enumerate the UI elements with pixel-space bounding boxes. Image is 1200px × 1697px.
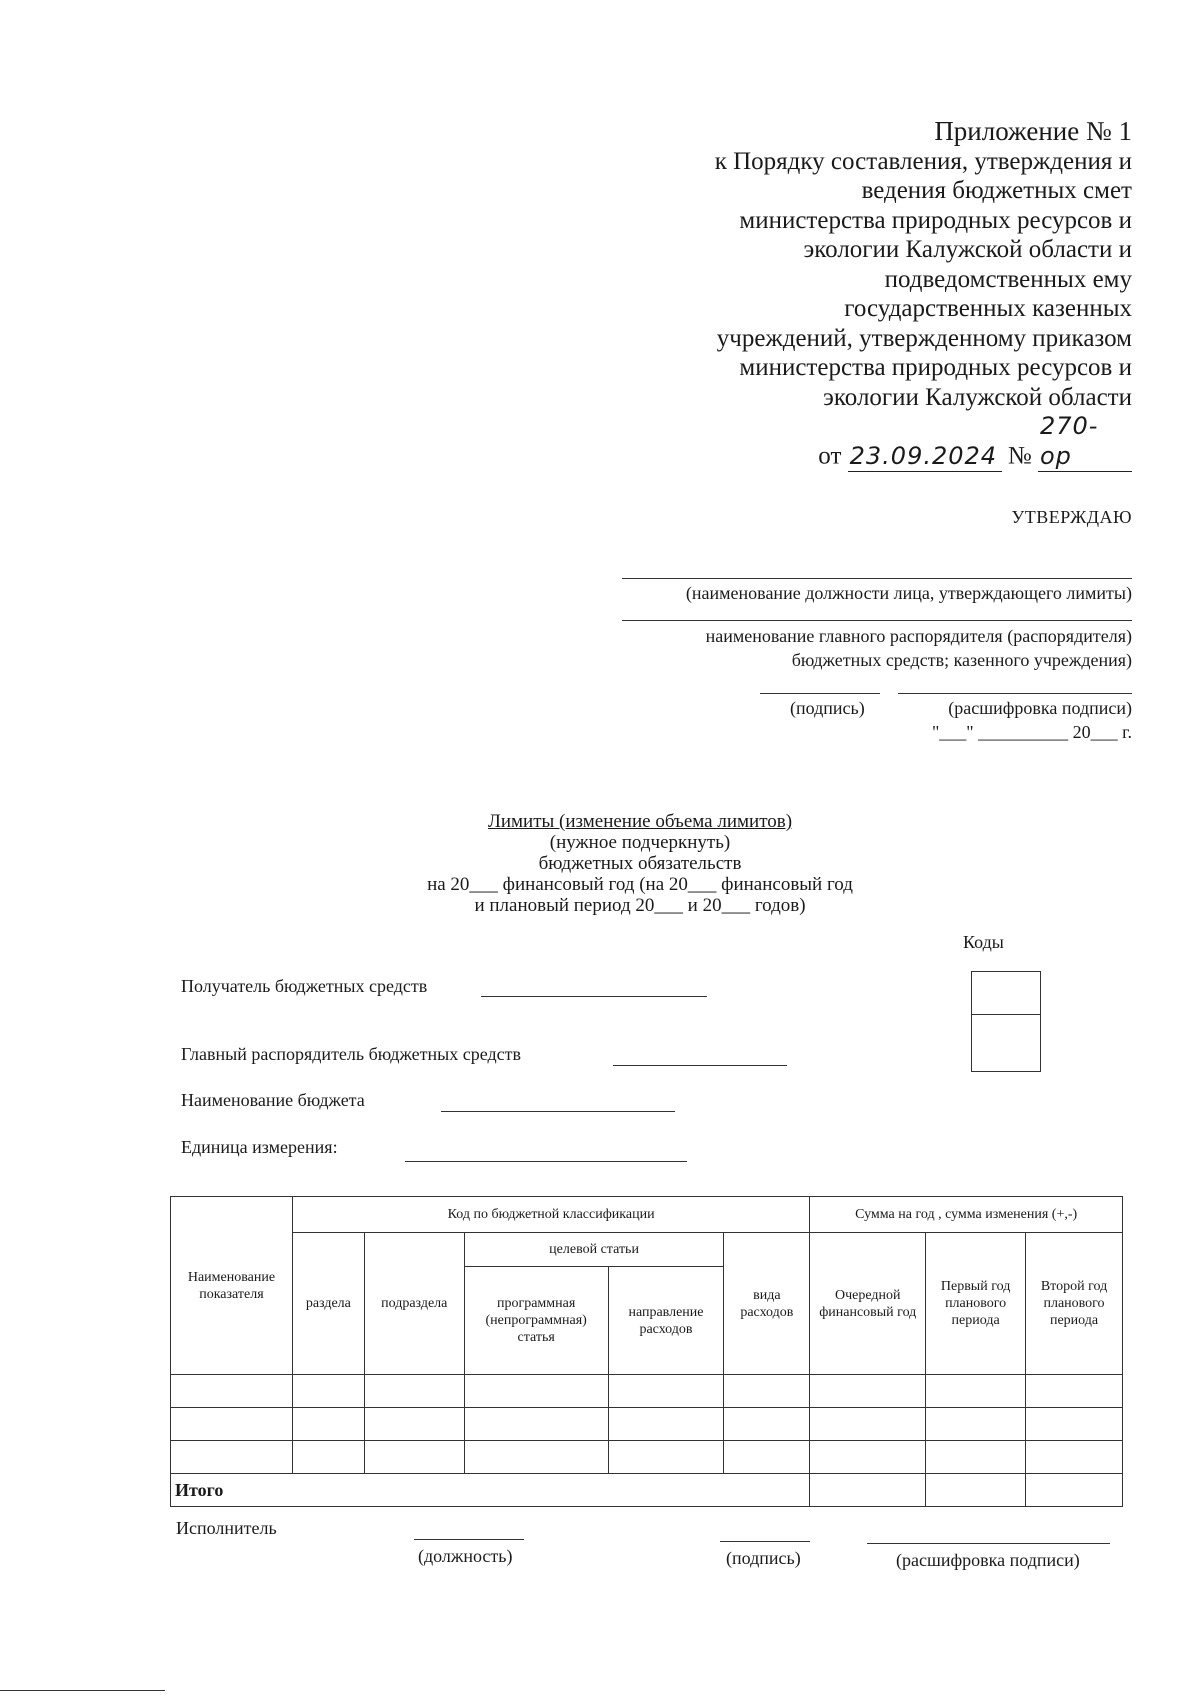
col-second-header: Второй год планового периода bbox=[1026, 1233, 1123, 1375]
col-name-header: Наименование показателя bbox=[171, 1197, 293, 1375]
col-direction-header: направление расходов bbox=[608, 1267, 724, 1375]
header-line: государственных казенных bbox=[844, 295, 1132, 322]
title-line-1: Лимиты (изменение объема лимитов) bbox=[487, 811, 793, 832]
executor-position-caption: (должность) bbox=[418, 1546, 513, 1566]
title-line-3: бюджетных обязательств bbox=[538, 853, 742, 874]
main-manager-line bbox=[613, 1065, 787, 1066]
header-line: учреждений, утвержденному приказом bbox=[716, 324, 1132, 352]
recipient-line bbox=[481, 996, 707, 997]
approve-heading: УТВЕРЖДАЮ bbox=[1011, 507, 1132, 527]
table-row bbox=[171, 1408, 1123, 1441]
main-manager-label: Главный распорядитель бюджетных средств bbox=[181, 1044, 521, 1064]
executor-decode-line bbox=[867, 1543, 1110, 1544]
codes-label: Коды bbox=[963, 932, 1004, 952]
col-type-header: вида расходов bbox=[724, 1233, 810, 1375]
footnote-line bbox=[0, 1690, 165, 1691]
document-title bbox=[380, 811, 900, 916]
unit-line bbox=[405, 1161, 687, 1162]
sum-group-header: Сумма на год , сумма изменения (+,-) bbox=[810, 1197, 1123, 1233]
limits-table bbox=[170, 1196, 1123, 1507]
manager-line bbox=[622, 620, 1132, 621]
budget-name-line bbox=[441, 1111, 675, 1112]
handwritten-number: 270-ор bbox=[1038, 412, 1132, 472]
number-prefix: № bbox=[1007, 442, 1032, 470]
signature-line bbox=[760, 693, 880, 694]
col-section-header: раздела bbox=[292, 1233, 364, 1375]
executor-decode-caption: (расшифровка подписи) bbox=[896, 1550, 1080, 1570]
col-current-header: Очередной финансовый год bbox=[810, 1233, 926, 1375]
budget-name-label: Наименование бюджета bbox=[181, 1090, 365, 1110]
header-line: министерства природных ресурсов и bbox=[739, 206, 1132, 234]
code-group-header: Код по бюджетной классификации bbox=[292, 1197, 809, 1233]
handwritten-date: 23.09.2024 bbox=[848, 442, 1002, 473]
position-line bbox=[622, 578, 1132, 579]
order-date-line bbox=[532, 412, 1132, 472]
title-line-4: на 20___ финансовый год (на 20___ финансовый год bbox=[427, 874, 853, 895]
manager-caption-2: бюджетных средств; казенного учреждения) bbox=[791, 650, 1132, 670]
col-subsection-header: подраздела bbox=[364, 1233, 464, 1375]
unit-label: Единица измерения: bbox=[181, 1137, 338, 1157]
position-caption: (наименование должности лица, утверждающего лимиты) bbox=[685, 583, 1132, 603]
table-row bbox=[171, 1375, 1123, 1408]
appendix-title: Приложение № 1 bbox=[934, 116, 1132, 146]
executor-label: Исполнитель bbox=[176, 1518, 277, 1538]
header-line: экологии Калужской области и bbox=[803, 236, 1132, 263]
recipient-label: Получатель бюджетных средств bbox=[181, 976, 428, 996]
executor-signature-line bbox=[720, 1541, 810, 1542]
table-row bbox=[171, 1441, 1123, 1474]
target-group-header: целевой статьи bbox=[464, 1233, 724, 1267]
codes-box bbox=[971, 971, 1041, 1072]
header-line: подведомственных ему bbox=[884, 265, 1132, 293]
total-label: Итого bbox=[171, 1474, 810, 1507]
title-line-2: (нужное подчеркнуть) bbox=[549, 832, 731, 853]
header-line: ведения бюджетных смет bbox=[861, 177, 1132, 204]
header-line: к Порядку составления, утверждения и bbox=[714, 147, 1132, 175]
appendix-header bbox=[532, 117, 1132, 472]
executor-position-line bbox=[414, 1539, 524, 1540]
signature-caption: (подпись) bbox=[790, 698, 865, 718]
decode-caption: (расшифровка подписи) bbox=[948, 698, 1132, 718]
manager-caption-1: наименование главного распорядителя (распорядителя) bbox=[705, 626, 1132, 646]
decode-line bbox=[898, 693, 1132, 694]
header-line: министерства природных ресурсов и bbox=[739, 354, 1132, 381]
date-prefix: от bbox=[818, 442, 842, 470]
total-row bbox=[171, 1474, 1123, 1507]
executor-signature-caption: (подпись) bbox=[726, 1548, 801, 1568]
col-program-header: программная (непрограммная) статья bbox=[464, 1267, 608, 1375]
title-line-5: и плановый период 20___ и 20___ годов) bbox=[474, 895, 806, 916]
header-line: экологии Калужской области bbox=[823, 383, 1132, 411]
col-first-header: Первый год планового периода bbox=[926, 1233, 1026, 1375]
approval-date-line: "___" __________ 20___ г. bbox=[931, 722, 1132, 742]
